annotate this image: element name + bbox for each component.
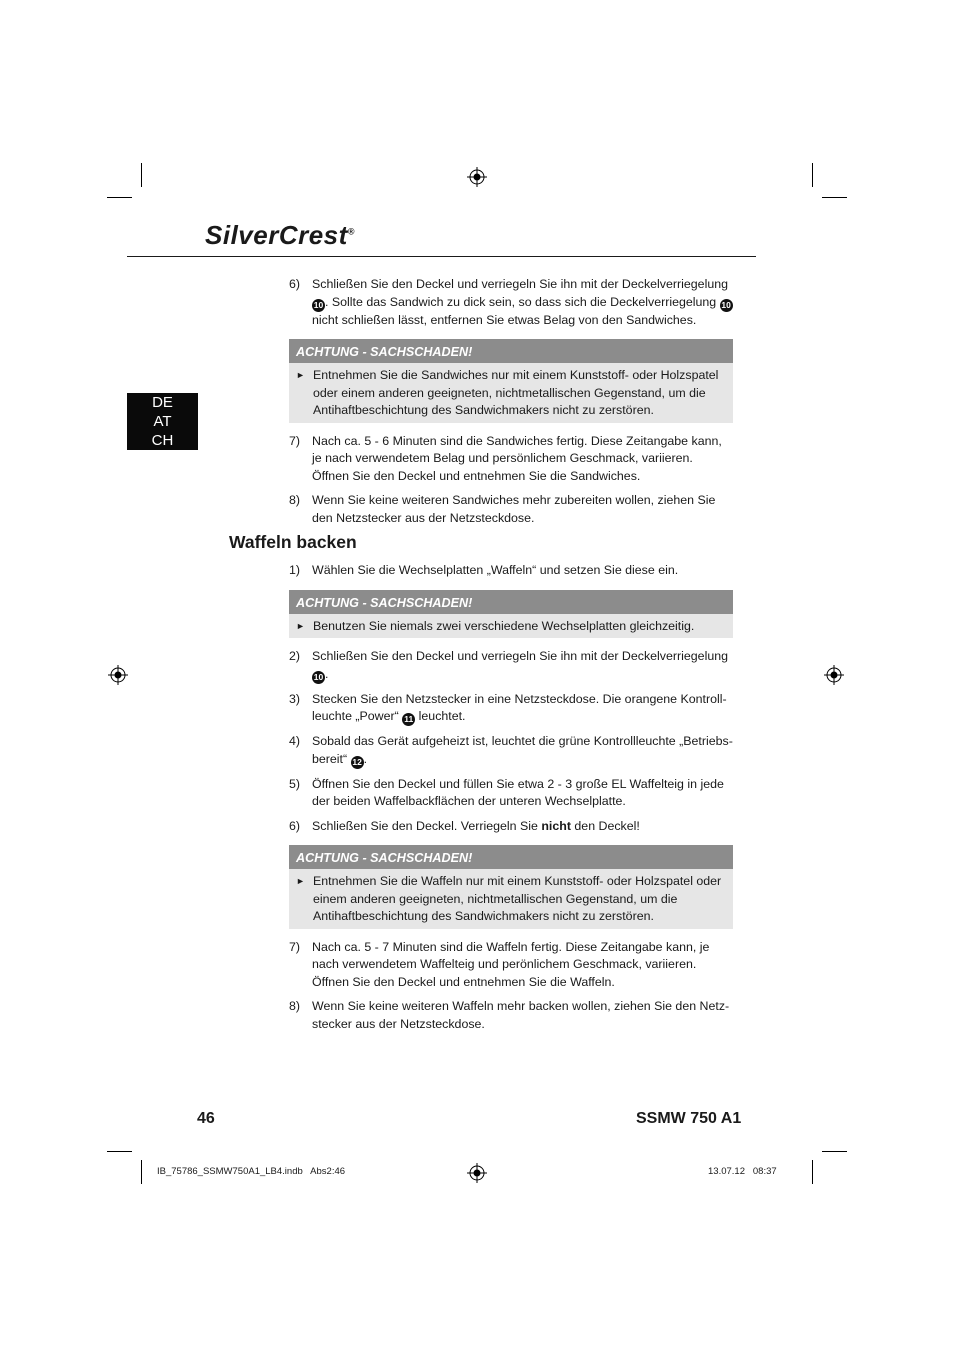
registration-mark-icon [824, 665, 844, 685]
step-item [289, 818, 733, 836]
arrow-right-icon: ► [296, 620, 305, 631]
step-text: Schließen Sie den Deckel und verriegeln Sie ihn mit der Deckelverriegelung 10 . [312, 649, 728, 682]
warning-body [289, 363, 733, 423]
step-item [289, 433, 733, 486]
step-number: 8) [289, 999, 301, 1013]
brand-logo-text: SilverCrest [205, 220, 348, 250]
crop-mark [107, 1151, 132, 1152]
registration-mark-icon [108, 665, 128, 685]
warning-body [289, 614, 733, 639]
step-item [289, 998, 733, 1033]
warning-box [289, 845, 733, 929]
step-number: 1) [289, 563, 301, 577]
instructions-sandwich [289, 276, 733, 534]
step-item [289, 648, 733, 684]
step-number: 5) [289, 776, 301, 791]
step-text: Öffnen Sie den Deckel und füllen Sie etwa 2 - 3 große EL Waffelteig in jede der beiden Waffelbackflächen der unteren Wechselplatte. [312, 776, 724, 808]
arrow-right-icon: ► [296, 876, 305, 886]
warning-text: Benutzen Sie niemals zwei verschiedene Wechselplatten gleichzeitig. [313, 618, 695, 633]
crop-mark [812, 1160, 813, 1184]
step-text: Wenn Sie keine weiteren Sandwiches mehr zubereiten wollen, ziehen Sie den Netzstecker aus der Netzsteckdose. [312, 493, 716, 525]
warning-title: ACHTUNG - SACHSCHADEN! [289, 590, 733, 614]
warning-body [289, 869, 733, 929]
step-number: 3) [289, 691, 301, 706]
warning-title: ACHTUNG - SACHSCHADEN! [289, 845, 733, 869]
warning-text: Entnehmen Sie die Sandwiches nur mit einem Kunststoff- oder Holzspatel oder einem anderen geeigneten, nichtmetallischen Gegenstand, um die Antihaftbeschichtung des Sandwichmakers nicht zu zerstören. [313, 368, 719, 417]
warning-text: Entnehmen Sie die Waffeln nur mit einem Kunststoff- oder Holzspatel oder einem anderen geeigneten, nichtmetallischen Gegenstand, um die Antihaftbeschichtung des Sandwichmakers nicht zu zerstören. [313, 874, 722, 923]
step-number: 4) [289, 734, 301, 748]
step-number: 8) [289, 493, 301, 507]
step-item [289, 776, 733, 811]
warning-box [289, 590, 733, 639]
step-text: Wählen Sie die Wechselplatten „Waffeln“ und setzen Sie diese ein. [312, 563, 679, 577]
step-text: Nach ca. 5 - 6 Minuten sind die Sandwiches fertig. Diese Zeitangabe kann, je nach verwendetem Belag und persönlichem Geschmack, variieren. Öffnen Sie den Deckel und entnehmen Sie die Sandwiches. [312, 433, 722, 483]
ref-number-icon: 10 [721, 299, 731, 310]
step-text: Wenn Sie keine weiteren Waffeln mehr backen wollen, ziehen Sie den Netzstecker aus der Netzsteckdose. [312, 999, 730, 1031]
step-number: 6) [289, 277, 301, 291]
step-text: Schließen Sie den Deckel. Verriegeln Sie nicht den Deckel! [312, 818, 640, 833]
step-item [289, 733, 733, 769]
language-de: DE [152, 394, 173, 411]
registration-mark-icon [467, 167, 487, 187]
warning-box [289, 339, 733, 423]
language-at: AT [153, 413, 172, 430]
step-number: 7) [289, 433, 301, 448]
crop-mark [812, 163, 813, 187]
ref-number-icon: 10 [313, 299, 324, 310]
print-slug-date: 13.07.12 08:37 [708, 1166, 777, 1177]
step-item [289, 562, 733, 580]
print-slug-file: IB_75786_SSMW750A1_LB4.indb Abs2:46 [157, 1166, 346, 1177]
crop-mark [822, 1151, 847, 1152]
step-number: 7) [289, 939, 301, 954]
instructions-waffles [289, 562, 733, 1040]
crop-mark [141, 163, 142, 187]
step-item [289, 276, 733, 329]
section-title: Waffeln backen [229, 532, 357, 552]
model-number: SSMW 750 A1 [636, 1110, 742, 1127]
ref-number-icon: 11 [404, 714, 414, 724]
step-text: Nach ca. 5 - 7 Minuten sind die Waffeln fertig. Diese Zeitangabe kann, je nach verwendetem Waffelteig und perönlichem Geschmack, variieren. Öffnen Sie den Deckel und entnehmen Sie die Waffeln. [312, 939, 710, 989]
registration-mark-icon [467, 1163, 487, 1183]
warning-title: ACHTUNG - SACHSCHADEN! [289, 339, 733, 363]
step-item [289, 691, 733, 727]
ref-number-icon: 12 [352, 756, 362, 767]
registered-mark: ® [347, 226, 355, 237]
page-number: 46 [197, 1110, 215, 1127]
step-item [289, 492, 733, 527]
step-text: Stecken Sie den Netzstecker in eine Netzsteckdose. Die orangene Kontrollleuchte „Power“ 11 leuchtet. [312, 691, 727, 724]
header-rule [127, 256, 756, 257]
ref-number-icon: 10 [313, 671, 324, 682]
step-number: 2) [289, 649, 301, 663]
crop-mark [822, 197, 847, 198]
crop-mark [107, 197, 132, 198]
language-ch: CH [151, 432, 174, 449]
language-tab [127, 393, 198, 450]
brand-logo [205, 220, 355, 251]
step-item [289, 939, 733, 992]
step-number: 6) [289, 818, 301, 833]
step-text: Sobald das Gerät aufgeheizt ist, leuchtet die grüne Kontrollleuchte „Betriebsbereit“ 12 . [312, 734, 733, 767]
step-text: Schließen Sie den Deckel und verriegeln Sie ihn mit der Deckelverriegelung 10 . Sollte das Sandwich zu dick sein, so dass sich die Deckelverriegelung 10 nicht schließen lässt, entfernen Sie etwas Belag von den Sandwiches. [312, 277, 731, 327]
arrow-right-icon: ► [296, 370, 305, 380]
crop-mark [141, 1160, 142, 1184]
